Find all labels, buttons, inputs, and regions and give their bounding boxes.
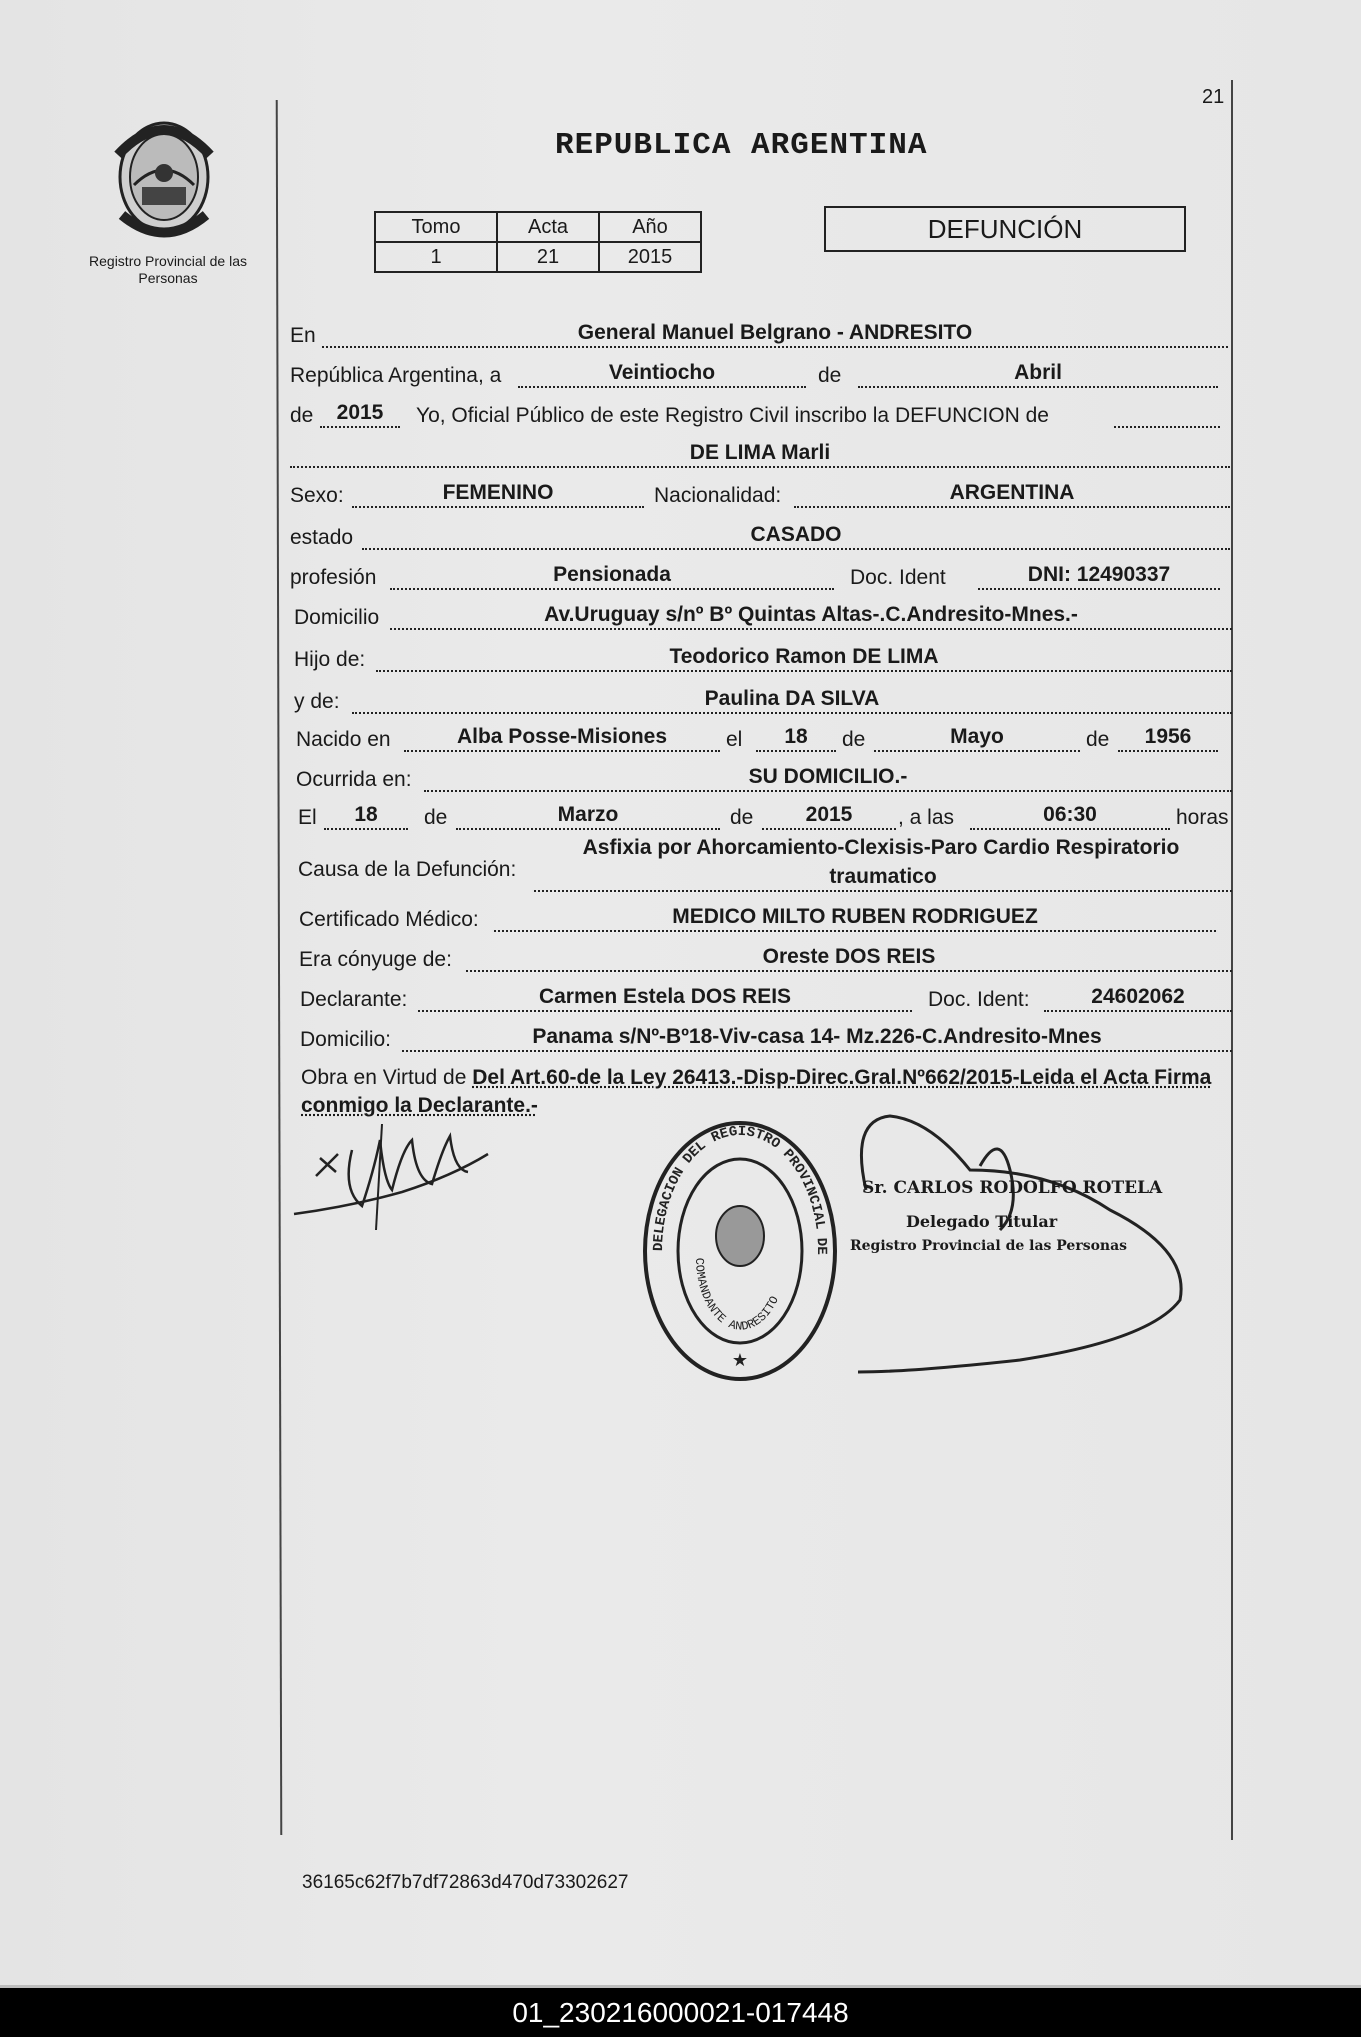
causa-line1: Asfixia por Ahorcamiento-Clexisis-Paro Cardio Respiratorio — [582, 836, 1180, 859]
dia-value: Veintiocho — [518, 361, 806, 388]
scan-footer-id: 01_230216000021-017448 — [0, 1988, 1361, 2037]
stamp-inner-text: COMANDANTE ANDRESITO — [691, 1257, 782, 1334]
nac-mes: Mayo — [874, 725, 1080, 752]
declarante-label: Declarante: — [300, 988, 408, 1011]
republica-label: República Argentina, a — [290, 364, 502, 387]
estado-value: CASADO — [362, 523, 1230, 550]
record-type-box: DEFUNCIÓN — [824, 206, 1186, 252]
official-org: Registro Provincial de las Personas — [850, 1238, 1128, 1254]
nombre-value: DE LIMA Marli — [290, 441, 1230, 468]
left-margin-line — [276, 100, 283, 1835]
row-ocurrida — [290, 762, 1234, 796]
nac-dia: 18 — [756, 725, 836, 752]
official-name: Sr. CARLOS RODOLFO ROTELA — [862, 1178, 1163, 1198]
acta-value: 21 — [497, 242, 599, 272]
doc-ident2-label: Doc. Ident: — [928, 988, 1030, 1011]
stamp-outer-text: DELEGACION DEL REGISTRO PROVINCIAL DE — [650, 1123, 830, 1255]
def-anio: 2015 — [762, 803, 896, 830]
row-conyuge — [290, 942, 1234, 976]
row-estado — [290, 520, 1232, 554]
ocurrida-label: Ocurrida en: — [296, 768, 412, 791]
acta-header: Acta — [497, 212, 599, 242]
profesion-value: Pensionada — [390, 563, 834, 590]
declarant-signature — [292, 1110, 502, 1240]
doc-ident-label: Doc. Ident — [850, 566, 946, 589]
row-fecha — [290, 358, 1230, 392]
yde-value: Paulina DA SILVA — [352, 687, 1232, 714]
estado-label: estado — [290, 526, 354, 549]
declarante-value: Carmen Estela DOS REIS — [418, 985, 912, 1012]
yde-label: y de: — [294, 690, 340, 713]
page-number: 21 — [1202, 86, 1225, 108]
row-domicilio — [290, 600, 1234, 634]
row-profesion — [290, 560, 1232, 594]
alas-label: , a las — [898, 806, 955, 829]
obra-label: Obra en Virtud de — [301, 1066, 467, 1089]
nac-anio: 1956 — [1118, 725, 1218, 752]
row-anio — [290, 398, 1230, 432]
row-hijo — [290, 642, 1234, 676]
tomo-header: Tomo — [375, 212, 497, 242]
inscribo-blank — [1114, 425, 1220, 428]
anio-header: Año — [599, 212, 701, 242]
svg-text:COMANDANTE ANDRESITO — [692, 1258, 782, 1334]
domicilio-value: Av.Uruguay s/nº Bº Quintas Altas-.C.Andresito-Mnes.- — [390, 603, 1232, 630]
row-nombre — [290, 438, 1232, 472]
de-label: de — [818, 364, 842, 387]
row-sexo — [290, 478, 1232, 512]
row-domicilio2 — [290, 1022, 1234, 1056]
de-label-2: de — [290, 404, 314, 427]
certificado-label: Certificado Médico: — [299, 908, 479, 931]
row-en — [290, 318, 1230, 352]
row-declarante — [290, 982, 1234, 1016]
hijo-value: Teodorico Ramon DE LIMA — [376, 645, 1232, 672]
profesion-label: profesión — [290, 566, 377, 589]
anio-value: 2015 — [320, 401, 400, 428]
mes-value: Abril — [858, 361, 1218, 388]
row-nacido — [290, 722, 1234, 756]
nacionalidad-value: ARGENTINA — [794, 481, 1230, 508]
de-label-6: de — [730, 806, 754, 829]
def-dia: 18 — [324, 803, 408, 830]
ocurrida-value: SU DOMICILIO.- — [424, 765, 1232, 792]
de-label-4: de — [1086, 728, 1110, 751]
anio-value: 2015 — [599, 242, 701, 272]
horas-label: horas — [1176, 806, 1229, 829]
en-label: En — [290, 324, 316, 347]
provincial-seal-logo — [108, 115, 220, 243]
doc-ident2-value: 24602062 — [1044, 985, 1232, 1012]
el-label: el — [726, 728, 743, 751]
sexo-value: FEMENINO — [352, 481, 644, 508]
domicilio-label: Domicilio — [294, 606, 380, 629]
nacido-value: Alba Posse-Misiones — [404, 725, 720, 752]
causa-line2: traumatico — [534, 865, 1232, 892]
row-certificado — [290, 902, 1234, 936]
row-causa — [290, 834, 1234, 894]
conyuge-value: Oreste DOS REIS — [466, 945, 1232, 972]
nacido-label: Nacido en — [296, 728, 391, 751]
official-role: Delegado Titular — [906, 1212, 1058, 1231]
de-label-3: de — [842, 728, 866, 751]
en-value: General Manuel Belgrano - ANDRESITO — [322, 321, 1228, 348]
tomo-acta-table — [374, 211, 702, 273]
de-label-5: de — [424, 806, 448, 829]
domicilio2-value: Panama s/Nº-Bº18-Viv-casa 14- Mz.226-C.Andresito-Mnes — [402, 1025, 1232, 1052]
def-mes: Marzo — [456, 803, 720, 830]
svg-text:★: ★ — [731, 1350, 749, 1370]
sexo-label: Sexo: — [290, 484, 344, 507]
page-title: REPUBLICA ARGENTINA — [555, 128, 928, 163]
row-fecha-defuncion — [290, 800, 1234, 834]
El-label: El — [298, 806, 317, 829]
tomo-value: 1 — [375, 242, 497, 272]
row-yde — [290, 684, 1234, 718]
doc-ident-value: DNI: 12490337 — [978, 563, 1220, 590]
obra-value: Del Art.60-de la Ley 26413.-Disp-Direc.Gral.Nº662/2015-Leida el Acta Firma conmigo la Declarante.- — [301, 1066, 1212, 1117]
hijo-label: Hijo de: — [294, 648, 366, 671]
conyuge-label: Era cónyuge de: — [299, 948, 452, 971]
document-hash: 36165c62f7b7df72863d470d73302627 — [302, 1872, 629, 1893]
registry-label: Registro Provincial de las Personas — [89, 253, 247, 286]
certificado-value: MEDICO MILTO RUBEN RODRIGUEZ — [494, 905, 1216, 932]
domicilio2-label: Domicilio: — [300, 1028, 392, 1051]
nacionalidad-label: Nacionalidad: — [654, 484, 782, 507]
hora-value: 06:30 — [970, 803, 1170, 830]
inscribo-text: Yo, Oficial Público de este Registro Civil inscribo la DEFUNCION de — [416, 404, 1049, 427]
official-stamp — [640, 1118, 840, 1384]
causa-label: Causa de la Defunción: — [298, 858, 517, 881]
